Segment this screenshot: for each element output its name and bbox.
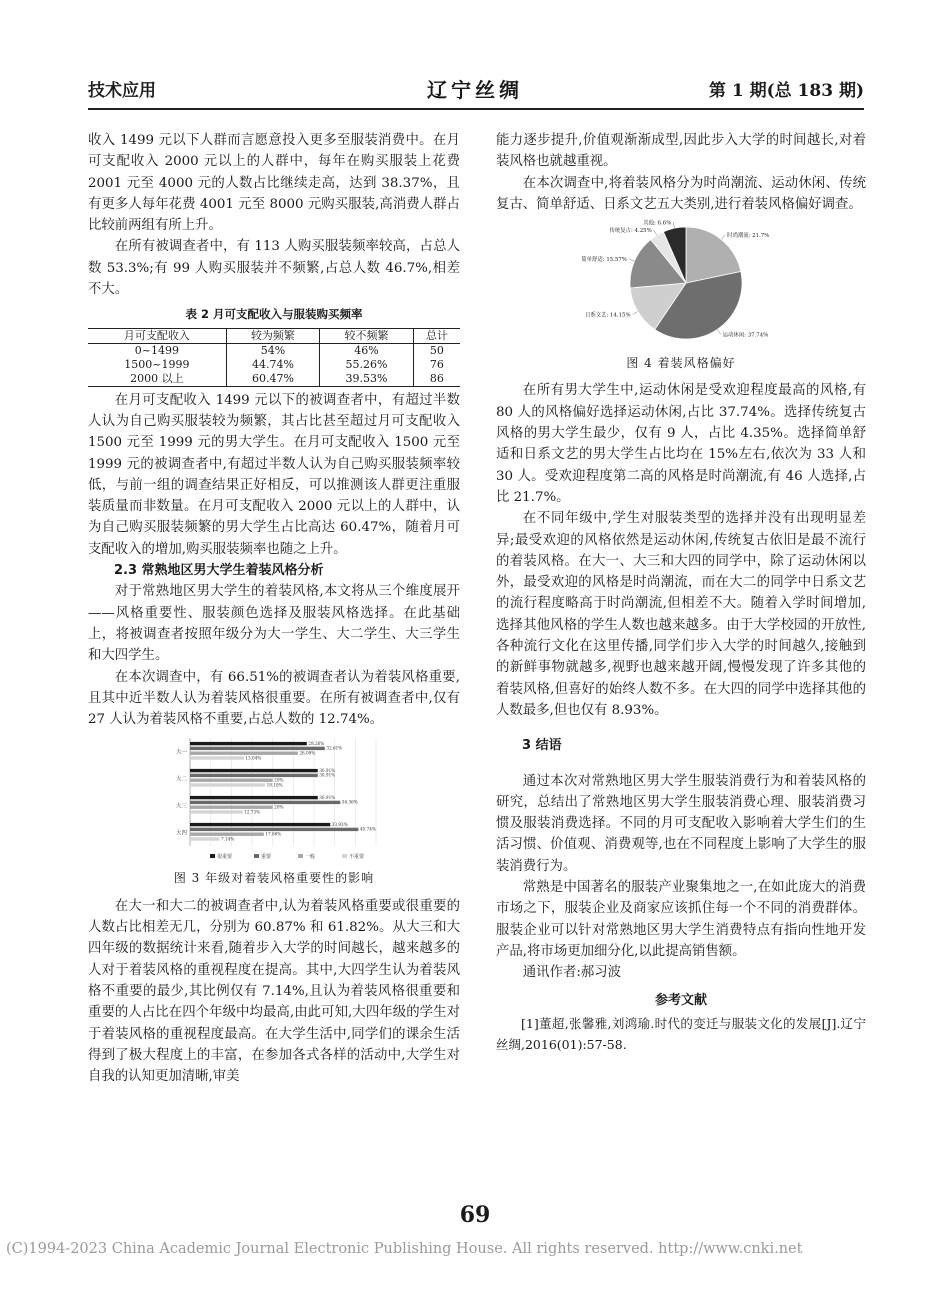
leader-line [673, 223, 674, 229]
table-cell: 76 [413, 358, 460, 372]
leader-line [629, 259, 635, 261]
table-header-cell: 较为频繁 [226, 328, 320, 343]
slice-label: 日系文艺: 14.15% [584, 312, 631, 319]
paragraph: 在本次调查中，有 66.51%的被调查者认为着装风格重要,且其中近半数人认为着装风格很重要。在所有被调查者中,仅有 27 人认为着装风格不重要,占总人数的 12.74%。 [88, 669, 460, 728]
legend-swatch [254, 854, 259, 858]
paragraph: 能力逐步提升,价值观渐渐成型,因此步入大学的时间越长,对着装风格也就越重视。 [496, 133, 866, 170]
data-label: 20% [274, 777, 284, 783]
data-label: 20% [274, 804, 284, 810]
table-cell: 0~1499 [134, 343, 179, 357]
data-label: 12.73% [244, 809, 261, 815]
table-caption: 表 2 月可支配收入与服装购买频率 [185, 307, 363, 322]
section-heading: 2.3 常熟地区男大学生着装风格分析 [114, 563, 324, 579]
running-header-issue: 第 1 期(总 183 期) [708, 81, 864, 101]
bar [190, 823, 330, 826]
data-label: 32.61% [326, 746, 343, 752]
bar [190, 801, 340, 804]
data-label: 26.09% [299, 750, 316, 756]
leader-line [721, 235, 725, 240]
table-cell: 44.74% [226, 358, 320, 372]
right-column [496, 130, 866, 1055]
legend-label: 不重要 [349, 854, 365, 861]
data-label: 7.14% [221, 836, 235, 842]
table-header-cell: 月可支配收入 [88, 328, 226, 343]
table-cell: 60.47% [226, 372, 320, 387]
table-header-cell: 总计 [413, 328, 460, 343]
correspondent: 通讯作者:郝习波 [522, 965, 622, 981]
figure-3-bar-chart [164, 734, 384, 866]
legend-swatch [298, 854, 303, 858]
leader-line [633, 312, 638, 315]
bar [190, 811, 243, 814]
slice-label: 传统复古: 4.25% [609, 228, 652, 235]
data-label: 30.91% [319, 768, 336, 774]
slice-label: 运动休闲: 37.74% [722, 332, 769, 339]
running-header-left: 技术应用 [88, 81, 156, 101]
bar [190, 742, 307, 745]
paragraph: 对于常熟地区男大学生的着装风格,本文将从三个维度展开——风格重要性、服装颜色选择及服装风格选择。在此基础上，将被调查者按照年级分为大一学生、大二学生、大三学生和大四学生。 [88, 584, 460, 664]
bar [190, 774, 318, 777]
table-cell: 55.26% [320, 358, 414, 372]
paragraph: 在所有被调查者中，有 113 人购买服装频率较高，占总人数 53.3%;有 99 人购买服装并不频繁,占总人数 46.7%,相差不大。 [88, 239, 460, 298]
category-label: 大三 [175, 803, 187, 810]
figure-caption: 图 4 着装风格偏好 [626, 356, 736, 371]
data-label: 36.36% [341, 800, 358, 806]
legend-swatch [342, 854, 347, 858]
bar [190, 752, 298, 755]
bar [190, 796, 318, 799]
copyright-footer: (C)1994-2023 China Academic Journal Electronic Publishing House. All rights reserved. http://www.cnki.net [6, 1241, 803, 1257]
header-rule [88, 108, 864, 110]
category-label: 大四 [175, 830, 187, 837]
bar [190, 757, 244, 760]
category-label: 大一 [175, 749, 187, 756]
data-label: 30.91% [319, 773, 336, 779]
data-label: 13.04% [245, 755, 262, 761]
data-label: 17.86% [265, 831, 282, 837]
left-column [88, 130, 460, 1087]
table-row [88, 343, 460, 358]
data-label: 40.74% [359, 827, 376, 833]
slice-label: 其他: 6.6% [643, 220, 672, 227]
table-cell: 1500~1999 [124, 357, 190, 371]
paragraph: 在本次调查中,将着装风格分为时尚潮流、运动休闲、传统复古、简单舒适、日系文艺五大类别,进行着装风格偏好调查。 [496, 175, 866, 212]
figure-caption: 图 3 年级对着装风格重要性的影响 [173, 871, 375, 886]
paragraph: 在所有男大学生中,运动休闲是受欢迎程度最高的风格,有 80 人的风格偏好选择运动休闲,占比 37.74%。选择传统复古风格的男大学生最少，仅有 9 人，占比 4.35%。选择简单舒适和日系文艺的男大学生占比均在 15%左右,依次为 33 人和 30 人。受欢迎程度第二高的风格是时尚潮流,有 46 人选择,占比 21.7%。 [496, 383, 866, 505]
figure-4-pie-chart [541, 219, 821, 351]
paragraph: 在大一和大二的被调查者中,认为着装风格重要或很重要的人数占比相差无几，分别为 60.87% 和 61.82%。从大三和大四年级的数据统计来看,随着步入大学的时间越长，越来越多的人对于着装风格的重视程度在提高。其中,大四学生认为着装风格不重要的最少,其比例仅有 7.14%,且认为着装风格很重要和重要的人占比在四个年级中均最高,由此可知,大四年级的学生对于着装风格的重视程度最高。在大学生活中,同学们的课余生活得到了极大程度上的丰富，在参加各式各样的活动中,大学生对自我的认知更加清晰,审美 [88, 898, 460, 1085]
table-header-cell: 较不频繁 [320, 328, 414, 343]
paragraph: 通过本次对常熟地区男大学生服装消费行为和着装风格的研究，总结出了常熟地区男大学生服装消费心理、服装消费习惯及服装消费选择。不同的月可支配收入影响着大学生们的生活习惯、价值观、消费观等,也在不同程度上影响了大学生的服装消费行为。 [496, 773, 866, 874]
bar [190, 838, 220, 841]
reference-item: [1]董超,张馨雅,刘鸿瑜.时代的变迁与服装文化的发展[J].辽宁丝绸,2016(01):57-58. [496, 1015, 866, 1052]
slice-label: 时尚潮流: 21.7% [727, 233, 770, 240]
running-header-journal: 辽宁丝绸 [427, 78, 523, 102]
page-number: 69 [459, 1202, 491, 1228]
data-label: 28.26% [308, 741, 325, 747]
legend-swatch [210, 854, 215, 858]
leader-line [654, 230, 657, 235]
data-label: 30.91% [319, 795, 336, 801]
legend-label: 很重要 [217, 854, 233, 861]
table-row [88, 358, 460, 372]
table-row [88, 372, 460, 387]
income-frequency-table [88, 328, 460, 387]
leader-line [717, 330, 720, 335]
data-label: 33.93% [331, 822, 348, 828]
bar [190, 779, 273, 782]
table-cell: 86 [413, 372, 460, 387]
bar [190, 806, 273, 809]
category-label: 大二 [175, 776, 187, 783]
table-cell: 39.53% [320, 372, 414, 387]
paragraph: 收入 1499 元以下人群而言愿意投入更多至服装消费中。在月可支配收入 2000 元以上的人群中，每年在购买服装上花费 2001 元至 4000 元的人数占比继续走高，达到 38.37%，且有更多人每年花费 4001 元至 8000 元购买服装,高消费人群占比较前两组有所上升。 [88, 133, 460, 234]
table-cell: 46% [320, 343, 414, 358]
legend-label: 一般 [305, 854, 316, 861]
paragraph: 在不同年级中,学生对服装类型的选择并没有出现明显差异;最受欢迎的风格依然是运动休闲,传统复古依旧是最不流行的着装风格。在大一、大三和大四的同学中，除了运动休闲以外，最受欢迎的风格是时尚潮流，而在大二的同学中日系文艺的流行程度略高于时尚潮流,但相差不大。随着入学时间增加,选择其他风格的学生人数也越来越多。由于大学校园的开放性,各种流行文化在这里传播,同学们步入大学的时间越久,接触到的新鲜事物就越多,视野也越来越开阔,慢慢发现了许多其他的着装风格,但喜好的始终人数不多。在大四的同学中选择其他的人数最多,但也仅有 8.93%。 [496, 511, 866, 718]
bar [190, 784, 265, 787]
bar [190, 769, 318, 772]
table-cell: 50 [413, 343, 460, 358]
paragraph: 常熟是中国著名的服装产业聚集地之一,在如此庞大的消费市场之下，服装企业及商家应该抓住每一个不同的消费群体。服装企业可以针对常熟地区男大学生消费特点有指向性地开发产品,将市场更加细分化,以此提高销售额。 [496, 880, 866, 959]
references-heading: 参考文献 [654, 992, 707, 1008]
paragraph: 在月可支配收入 1499 元以下的被调查者中，有超过半数人认为自己购买服装较为频繁，其占比甚至超过月可支配收入 1500 元至 1999 元的男大学生。在月可支配收入 1500 元至 1999 元的被调查者中,有超过半数人认为自己购买服装频率较低，与前一组的调查结果正好相反，可以推测该人群更注重服装质量而非数量。在月可支配收入 2000 元以上的人群中，认为自己购买服装频繁的男大学生占比高达 60.47%，随着月可支配收入的增加,购买服装频率也随之上升。 [88, 392, 460, 557]
data-label: 18.18% [266, 782, 283, 788]
table-cell: 54% [226, 343, 320, 358]
table-cell: 2000 以上 [88, 372, 226, 387]
section-heading: 3 结语 [522, 738, 562, 754]
legend-label: 重要 [261, 854, 272, 861]
slice-label: 简单舒适: 15.57% [581, 257, 627, 264]
